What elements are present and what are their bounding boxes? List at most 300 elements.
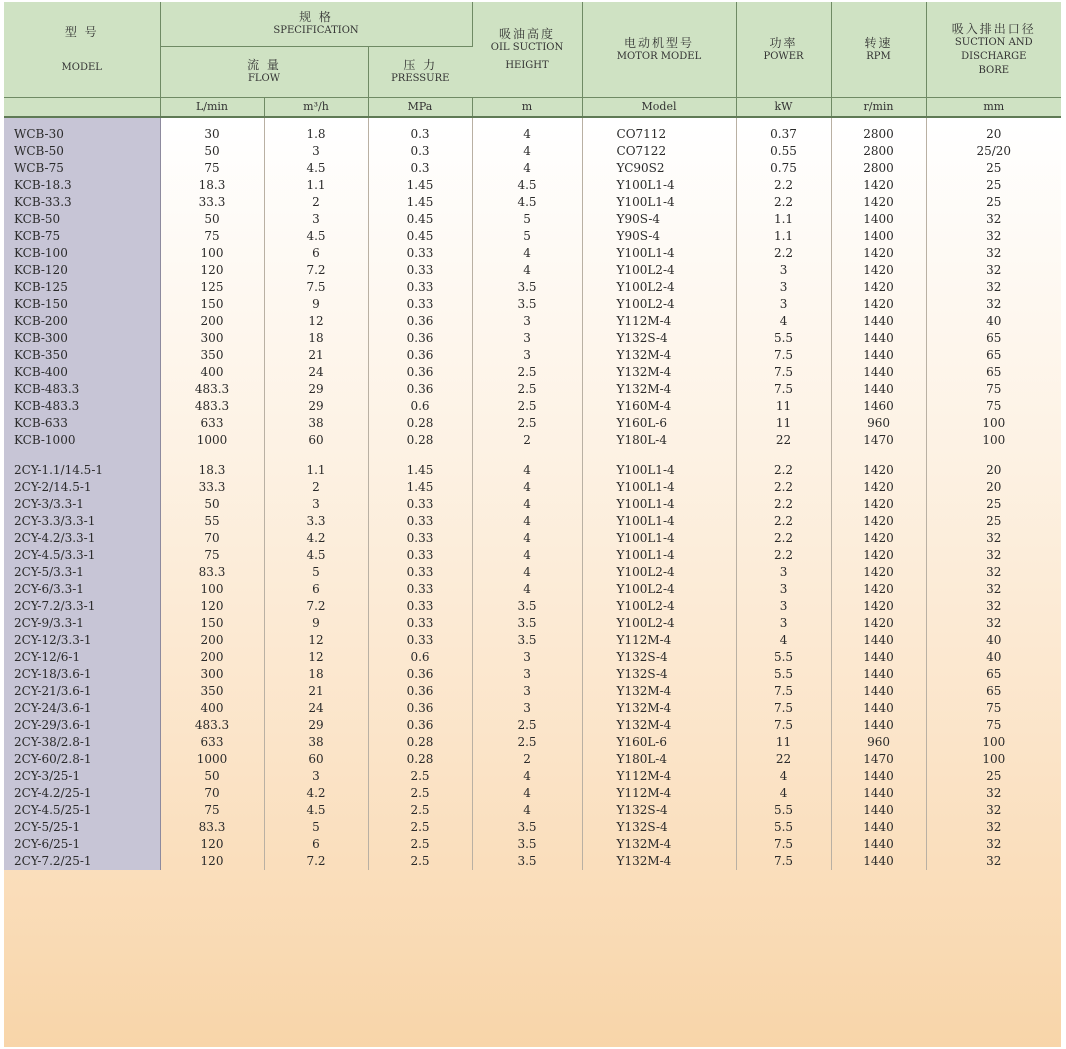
cell-bore: 32 bbox=[986, 229, 1002, 243]
table-body bbox=[4, 117, 1061, 870]
cell-power: 2.2 bbox=[736, 194, 831, 211]
unit-model-blank bbox=[4, 98, 160, 118]
cell-power: 7.5 bbox=[736, 683, 831, 700]
cell-motor-model: Y90S-4 bbox=[582, 228, 736, 245]
cell-flow-lmin: 75 bbox=[160, 160, 264, 177]
cell-model: KCB-300 bbox=[4, 330, 160, 347]
cell-model: 2CY-3/25-1 bbox=[4, 768, 160, 785]
cell-suction-height: 3 bbox=[472, 313, 582, 330]
cell-model: 2CY-7.2/25-1 bbox=[4, 853, 160, 870]
cell-flow-lmin: 18.3 bbox=[160, 177, 264, 194]
header-bore-en1: SUCTION AND bbox=[954, 36, 1033, 48]
header-bore-en2: DISCHARGE bbox=[961, 50, 1027, 62]
cell-power: 2.2 bbox=[736, 177, 831, 194]
cell-bore: 32 bbox=[986, 212, 1002, 226]
cell-flow-lmin: 483.3 bbox=[160, 398, 264, 415]
cell-motor-model: Y180L-4 bbox=[582, 751, 736, 768]
table-row bbox=[4, 649, 1061, 666]
cell-flow-m3h: 29 bbox=[264, 717, 368, 734]
cell-suction-height: 2 bbox=[472, 751, 582, 768]
cell-pressure: 0.33 bbox=[368, 513, 472, 530]
cell-suction-height: 2.5 bbox=[472, 734, 582, 751]
cell-rpm: 1420 bbox=[831, 479, 926, 496]
cell-rpm: 1440 bbox=[831, 632, 926, 649]
cell-bore: 65 bbox=[986, 684, 1002, 698]
cell-flow-lmin: 200 bbox=[160, 649, 264, 666]
cell-flow-m3h: 9 bbox=[264, 615, 368, 632]
cell-model: WCB-75 bbox=[4, 160, 160, 177]
cell-power: 2.2 bbox=[736, 496, 831, 513]
table-row bbox=[4, 194, 1061, 211]
cell-bore: 25 bbox=[986, 769, 1002, 783]
cell-flow-lmin: 400 bbox=[160, 364, 264, 381]
cell-bore: 100 bbox=[982, 416, 1006, 430]
cell-bore: 32 bbox=[986, 854, 1002, 868]
cell-model: WCB-50 bbox=[4, 143, 160, 160]
group-separator-row bbox=[4, 449, 1061, 462]
cell-pressure: 0.36 bbox=[368, 381, 472, 398]
cell-suction-height: 4 bbox=[472, 564, 582, 581]
header-pressure bbox=[368, 47, 472, 98]
cell-bore: 25 bbox=[986, 514, 1002, 528]
cell-flow-m3h: 29 bbox=[264, 398, 368, 415]
cell-pressure: 0.33 bbox=[368, 496, 472, 513]
table-row bbox=[4, 245, 1061, 262]
cell-suction-height: 4 bbox=[472, 496, 582, 513]
cell-power: 3 bbox=[736, 615, 831, 632]
cell-bore: 65 bbox=[986, 348, 1002, 362]
cell-power: 3 bbox=[736, 296, 831, 313]
cell-flow-m3h: 4.5 bbox=[264, 228, 368, 245]
cell-flow-m3h: 3 bbox=[264, 211, 368, 228]
cell-pressure: 0.33 bbox=[368, 615, 472, 632]
cell-bore: 75 bbox=[986, 399, 1002, 413]
cell-flow-lmin: 125 bbox=[160, 279, 264, 296]
cell-rpm: 1420 bbox=[831, 245, 926, 262]
cell-power: 7.5 bbox=[736, 836, 831, 853]
cell-motor-model: Y132M-4 bbox=[582, 683, 736, 700]
cell-model: KCB-18.3 bbox=[4, 177, 160, 194]
cell-pressure: 0.33 bbox=[368, 632, 472, 649]
cell-pressure: 0.45 bbox=[368, 228, 472, 245]
cell-flow-lmin: 400 bbox=[160, 700, 264, 717]
cell-flow-m3h: 1.1 bbox=[264, 462, 368, 479]
cell-model: KCB-33.3 bbox=[4, 194, 160, 211]
units-row bbox=[4, 98, 1061, 118]
cell-bore: 32 bbox=[986, 786, 1002, 800]
cell-rpm: 1440 bbox=[831, 683, 926, 700]
cell-flow-m3h: 12 bbox=[264, 313, 368, 330]
table-row bbox=[4, 734, 1061, 751]
cell-pressure: 2.5 bbox=[368, 785, 472, 802]
table-row bbox=[4, 415, 1061, 432]
cell-rpm: 1420 bbox=[831, 547, 926, 564]
cell-pressure: 0.33 bbox=[368, 245, 472, 262]
header-pressure-en: PRESSURE bbox=[391, 73, 450, 84]
cell-power: 7.5 bbox=[736, 364, 831, 381]
header-bore-zh: 吸入排出口径 bbox=[951, 21, 1036, 36]
cell-bore: 20 bbox=[986, 480, 1002, 494]
table-row bbox=[4, 751, 1061, 768]
cell-pressure: 0.36 bbox=[368, 364, 472, 381]
cell-motor-model: Y132M-4 bbox=[582, 347, 736, 364]
cell-rpm: 1420 bbox=[831, 513, 926, 530]
cell-bore: 32 bbox=[986, 803, 1002, 817]
header-motor-en: MOTOR MODEL bbox=[616, 50, 702, 62]
cell-suction-height: 3.5 bbox=[472, 853, 582, 870]
cell-flow-m3h: 3 bbox=[264, 143, 368, 160]
table-row bbox=[4, 819, 1061, 836]
cell-motor-model: Y132S-4 bbox=[582, 330, 736, 347]
cell-bore: 20 bbox=[986, 127, 1002, 141]
cell-suction-height: 2.5 bbox=[472, 381, 582, 398]
cell-motor-model: Y100L1-4 bbox=[582, 479, 736, 496]
cell-flow-m3h: 7.2 bbox=[264, 853, 368, 870]
unit-cell: r/min bbox=[831, 98, 926, 118]
cell-suction-height: 4 bbox=[472, 768, 582, 785]
cell-model: 2CY-60/2.8-1 bbox=[4, 751, 160, 768]
table-row bbox=[4, 262, 1061, 279]
cell-bore: 32 bbox=[986, 531, 1002, 545]
cell-model: KCB-50 bbox=[4, 211, 160, 228]
cell-bore: 65 bbox=[986, 331, 1002, 345]
header-power-zh: 功率 bbox=[769, 35, 798, 50]
cell-motor-model: Y132S-4 bbox=[582, 666, 736, 683]
table-row bbox=[4, 279, 1061, 296]
cell-motor-model: Y112M-4 bbox=[582, 632, 736, 649]
cell-bore: 32 bbox=[986, 837, 1002, 851]
cell-suction-height: 4 bbox=[472, 547, 582, 564]
cell-pressure: 0.36 bbox=[368, 347, 472, 364]
table-row bbox=[4, 160, 1061, 177]
cell-flow-m3h: 21 bbox=[264, 683, 368, 700]
cell-flow-lmin: 50 bbox=[160, 768, 264, 785]
cell-power: 5.5 bbox=[736, 819, 831, 836]
header-rpm-zh: 转速 bbox=[864, 35, 893, 50]
cell-power: 4 bbox=[736, 632, 831, 649]
cell-model: KCB-483.3 bbox=[4, 381, 160, 398]
cell-motor-model: Y100L1-4 bbox=[582, 496, 736, 513]
separator-cell bbox=[926, 449, 1061, 462]
cell-flow-lmin: 350 bbox=[160, 683, 264, 700]
cell-model: 2CY-3.3/3.3-1 bbox=[4, 513, 160, 530]
cell-motor-model: Y100L2-4 bbox=[582, 615, 736, 632]
cell-bore: 65 bbox=[986, 365, 1002, 379]
cell-suction-height: 3.5 bbox=[472, 819, 582, 836]
cell-model: 2CY-7.2/3.3-1 bbox=[4, 598, 160, 615]
cell-motor-model: Y100L1-4 bbox=[582, 547, 736, 564]
cell-power: 5.5 bbox=[736, 330, 831, 347]
cell-rpm: 1440 bbox=[831, 330, 926, 347]
cell-bore: 75 bbox=[986, 382, 1002, 396]
cell-flow-m3h: 18 bbox=[264, 330, 368, 347]
cell-suction-height: 3.5 bbox=[472, 615, 582, 632]
cell-rpm: 1420 bbox=[831, 279, 926, 296]
table-row bbox=[4, 513, 1061, 530]
cell-motor-model: Y100L2-4 bbox=[582, 598, 736, 615]
table-row bbox=[4, 177, 1061, 194]
cell-bore: 32 bbox=[986, 616, 1002, 630]
cell-flow-m3h: 3 bbox=[264, 496, 368, 513]
cell-bore: 25 bbox=[986, 161, 1002, 175]
cell-pressure: 0.33 bbox=[368, 581, 472, 598]
cell-motor-model: Y100L1-4 bbox=[582, 194, 736, 211]
cell-bore: 40 bbox=[986, 650, 1002, 664]
cell-rpm: 1420 bbox=[831, 598, 926, 615]
cell-power: 22 bbox=[736, 432, 831, 449]
cell-motor-model: Y112M-4 bbox=[582, 313, 736, 330]
separator-cell bbox=[736, 449, 831, 462]
cell-rpm: 1440 bbox=[831, 853, 926, 870]
cell-bore: 32 bbox=[986, 263, 1002, 277]
cell-model: KCB-200 bbox=[4, 313, 160, 330]
table-row bbox=[4, 802, 1061, 819]
cell-suction-height: 3.5 bbox=[472, 296, 582, 313]
cell-flow-m3h: 4.5 bbox=[264, 802, 368, 819]
cell-pressure: 1.45 bbox=[368, 462, 472, 479]
cell-flow-m3h: 12 bbox=[264, 649, 368, 666]
cell-flow-m3h: 3.3 bbox=[264, 513, 368, 530]
cell-model: 2CY-5/25-1 bbox=[4, 819, 160, 836]
cell-flow-lmin: 75 bbox=[160, 547, 264, 564]
cell-rpm: 1440 bbox=[831, 313, 926, 330]
cell-suction-height: 4 bbox=[472, 117, 582, 143]
cell-flow-lmin: 483.3 bbox=[160, 381, 264, 398]
cell-model: KCB-75 bbox=[4, 228, 160, 245]
separator-cell bbox=[4, 449, 160, 462]
cell-flow-m3h: 1.1 bbox=[264, 177, 368, 194]
cell-flow-m3h: 4.5 bbox=[264, 547, 368, 564]
table-row bbox=[4, 581, 1061, 598]
cell-flow-m3h: 5 bbox=[264, 819, 368, 836]
cell-suction-height: 3 bbox=[472, 683, 582, 700]
table-row bbox=[4, 700, 1061, 717]
unit-cell: kW bbox=[736, 98, 831, 118]
cell-suction-height: 4 bbox=[472, 785, 582, 802]
cell-flow-m3h: 6 bbox=[264, 836, 368, 853]
cell-bore: 100 bbox=[982, 752, 1006, 766]
cell-bore: 65 bbox=[986, 667, 1002, 681]
cell-rpm: 960 bbox=[831, 734, 926, 751]
header-flow-zh: 流 量 bbox=[247, 58, 281, 72]
cell-bore: 32 bbox=[986, 582, 1002, 596]
cell-motor-model: YC90S2 bbox=[582, 160, 736, 177]
cell-flow-m3h: 38 bbox=[264, 734, 368, 751]
cell-pressure: 0.28 bbox=[368, 432, 472, 449]
cell-suction-height: 4 bbox=[472, 462, 582, 479]
cell-power: 3 bbox=[736, 262, 831, 279]
cell-model: 2CY-4.5/25-1 bbox=[4, 802, 160, 819]
cell-rpm: 1440 bbox=[831, 347, 926, 364]
cell-power: 2.2 bbox=[736, 513, 831, 530]
cell-flow-lmin: 100 bbox=[160, 581, 264, 598]
header-motor-zh: 电动机型号 bbox=[624, 35, 695, 50]
cell-model: 2CY-1.1/14.5-1 bbox=[4, 462, 160, 479]
cell-motor-model: Y180L-4 bbox=[582, 432, 736, 449]
header-rpm bbox=[831, 2, 926, 98]
table-row bbox=[4, 398, 1061, 415]
cell-flow-m3h: 24 bbox=[264, 700, 368, 717]
cell-pressure: 0.33 bbox=[368, 279, 472, 296]
cell-model: 2CY-24/3.6-1 bbox=[4, 700, 160, 717]
cell-bore: 32 bbox=[986, 820, 1002, 834]
table-row bbox=[4, 364, 1061, 381]
cell-pressure: 0.36 bbox=[368, 330, 472, 347]
cell-suction-height: 2.5 bbox=[472, 364, 582, 381]
table-row bbox=[4, 836, 1061, 853]
unit-cell: m³/h bbox=[264, 98, 368, 118]
cell-flow-lmin: 18.3 bbox=[160, 462, 264, 479]
cell-rpm: 1440 bbox=[831, 768, 926, 785]
cell-motor-model: Y100L1-4 bbox=[582, 177, 736, 194]
table-header bbox=[4, 2, 1061, 117]
cell-pressure: 1.45 bbox=[368, 177, 472, 194]
cell-pressure: 1.45 bbox=[368, 194, 472, 211]
cell-rpm: 2800 bbox=[831, 143, 926, 160]
cell-power: 0.75 bbox=[736, 160, 831, 177]
cell-flow-m3h: 60 bbox=[264, 751, 368, 768]
cell-pressure: 2.5 bbox=[368, 819, 472, 836]
cell-pressure: 0.33 bbox=[368, 296, 472, 313]
cell-suction-height: 2 bbox=[472, 432, 582, 449]
cell-flow-m3h: 21 bbox=[264, 347, 368, 364]
cell-rpm: 1470 bbox=[831, 751, 926, 768]
separator-cell bbox=[264, 449, 368, 462]
cell-flow-lmin: 50 bbox=[160, 211, 264, 228]
cell-bore: 25 bbox=[986, 178, 1002, 192]
cell-power: 7.5 bbox=[736, 700, 831, 717]
cell-flow-m3h: 6 bbox=[264, 581, 368, 598]
cell-model: 2CY-21/3.6-1 bbox=[4, 683, 160, 700]
cell-flow-lmin: 50 bbox=[160, 496, 264, 513]
cell-flow-m3h: 29 bbox=[264, 381, 368, 398]
cell-motor-model: Y132M-4 bbox=[582, 836, 736, 853]
cell-model: 2CY-12/6-1 bbox=[4, 649, 160, 666]
table-row bbox=[4, 228, 1061, 245]
header-power bbox=[736, 2, 831, 98]
cell-flow-lmin: 83.3 bbox=[160, 564, 264, 581]
cell-rpm: 1440 bbox=[831, 785, 926, 802]
cell-rpm: 1420 bbox=[831, 296, 926, 313]
cell-bore: 32 bbox=[986, 599, 1002, 613]
cell-flow-m3h: 7.5 bbox=[264, 279, 368, 296]
cell-suction-height: 3 bbox=[472, 347, 582, 364]
cell-rpm: 1420 bbox=[831, 462, 926, 479]
cell-flow-lmin: 75 bbox=[160, 228, 264, 245]
cell-pressure: 0.33 bbox=[368, 547, 472, 564]
cell-motor-model: Y100L2-4 bbox=[582, 564, 736, 581]
unit-cell: mm bbox=[926, 98, 1061, 118]
cell-pressure: 0.36 bbox=[368, 683, 472, 700]
separator-cell bbox=[582, 449, 736, 462]
cell-model: KCB-120 bbox=[4, 262, 160, 279]
cell-flow-lmin: 70 bbox=[160, 530, 264, 547]
header-motor-model bbox=[582, 2, 736, 98]
cell-pressure: 0.6 bbox=[368, 398, 472, 415]
cell-model: 2CY-18/3.6-1 bbox=[4, 666, 160, 683]
cell-pressure: 2.5 bbox=[368, 836, 472, 853]
cell-motor-model: Y160L-6 bbox=[582, 415, 736, 432]
cell-power: 5.5 bbox=[736, 649, 831, 666]
cell-motor-model: Y100L1-4 bbox=[582, 245, 736, 262]
cell-flow-m3h: 4.2 bbox=[264, 785, 368, 802]
cell-rpm: 1440 bbox=[831, 836, 926, 853]
table-row bbox=[4, 530, 1061, 547]
cell-model: 2CY-6/25-1 bbox=[4, 836, 160, 853]
separator-cell bbox=[472, 449, 582, 462]
cell-suction-height: 4 bbox=[472, 262, 582, 279]
cell-power: 2.2 bbox=[736, 547, 831, 564]
header-specification bbox=[160, 2, 472, 47]
cell-bore: 32 bbox=[986, 297, 1002, 311]
cell-rpm: 960 bbox=[831, 415, 926, 432]
cell-suction-height: 3 bbox=[472, 666, 582, 683]
cell-power: 1.1 bbox=[736, 228, 831, 245]
cell-pressure: 0.36 bbox=[368, 700, 472, 717]
table-row bbox=[4, 853, 1061, 870]
cell-rpm: 1420 bbox=[831, 615, 926, 632]
cell-flow-lmin: 120 bbox=[160, 598, 264, 615]
cell-power: 3 bbox=[736, 598, 831, 615]
cell-power: 7.5 bbox=[736, 381, 831, 398]
cell-flow-m3h: 4.2 bbox=[264, 530, 368, 547]
cell-suction-height: 5 bbox=[472, 211, 582, 228]
header-spec-zh: 规 格 bbox=[299, 10, 333, 24]
table-row bbox=[4, 432, 1061, 449]
table-row bbox=[4, 117, 1061, 143]
cell-rpm: 1420 bbox=[831, 496, 926, 513]
cell-motor-model: Y160M-4 bbox=[582, 398, 736, 415]
cell-flow-m3h: 2 bbox=[264, 194, 368, 211]
cell-rpm: 2800 bbox=[831, 160, 926, 177]
header-spec-en: SPECIFICATION bbox=[273, 25, 359, 36]
cell-suction-height: 3 bbox=[472, 649, 582, 666]
cell-pressure: 0.3 bbox=[368, 143, 472, 160]
cell-bore: 25 bbox=[986, 195, 1002, 209]
cell-flow-m3h: 5 bbox=[264, 564, 368, 581]
cell-pressure: 0.28 bbox=[368, 415, 472, 432]
cell-pressure: 0.36 bbox=[368, 717, 472, 734]
cell-motor-model: Y132M-4 bbox=[582, 364, 736, 381]
table-row bbox=[4, 666, 1061, 683]
unit-cell: L/min bbox=[160, 98, 264, 118]
header-model-zh: 型 号 bbox=[64, 24, 99, 39]
cell-suction-height: 4.5 bbox=[472, 177, 582, 194]
cell-bore: 100 bbox=[982, 433, 1006, 447]
cell-suction-height: 4 bbox=[472, 802, 582, 819]
cell-flow-m3h: 3 bbox=[264, 768, 368, 785]
cell-power: 5.5 bbox=[736, 666, 831, 683]
cell-rpm: 1420 bbox=[831, 262, 926, 279]
cell-motor-model: Y100L2-4 bbox=[582, 296, 736, 313]
table-row bbox=[4, 632, 1061, 649]
cell-bore: 100 bbox=[982, 735, 1006, 749]
header-power-en: POWER bbox=[763, 50, 804, 62]
cell-motor-model: Y100L1-4 bbox=[582, 513, 736, 530]
cell-pressure: 0.45 bbox=[368, 211, 472, 228]
cell-bore: 40 bbox=[986, 314, 1002, 328]
table-row bbox=[4, 496, 1061, 513]
cell-suction-height: 3.5 bbox=[472, 598, 582, 615]
cell-bore: 32 bbox=[986, 246, 1002, 260]
cell-motor-model: Y132M-4 bbox=[582, 700, 736, 717]
cell-flow-m3h: 2 bbox=[264, 479, 368, 496]
cell-model: KCB-633 bbox=[4, 415, 160, 432]
cell-motor-model: CO7112 bbox=[582, 117, 736, 143]
cell-flow-lmin: 150 bbox=[160, 296, 264, 313]
cell-flow-m3h: 12 bbox=[264, 632, 368, 649]
table-row bbox=[4, 717, 1061, 734]
